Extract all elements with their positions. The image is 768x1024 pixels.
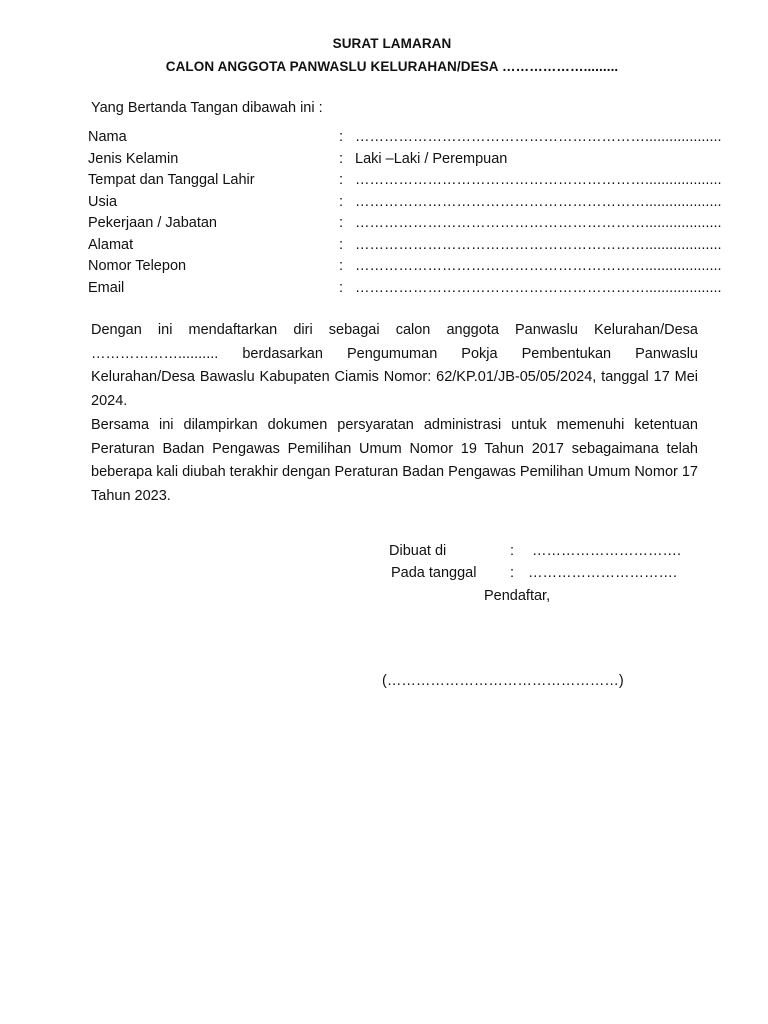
field-row-age [88, 194, 738, 214]
made-in-row [389, 543, 719, 563]
intro-text: Yang Bertanda Tangan dibawah ini : [91, 100, 323, 116]
field-colon: : [339, 172, 344, 188]
field-value: ……………………………………………………................... [355, 194, 722, 210]
field-colon: : [339, 151, 344, 167]
registrant-label: Pendaftar, [484, 588, 551, 604]
date-colon: : [510, 565, 515, 581]
field-label: Pekerjaan / Jabatan [88, 215, 217, 231]
field-row-occupation [88, 215, 738, 235]
field-row-address [88, 237, 738, 257]
field-label: Tempat dan Tanggal Lahir [88, 172, 255, 188]
field-value: ……………………………………………………................... [355, 258, 722, 274]
date-value: …………………………. [528, 565, 678, 581]
field-colon: : [339, 280, 344, 296]
field-value: Laki –Laki / Perempuan [355, 151, 508, 167]
field-value: ……………………………………………………................... [355, 215, 722, 231]
field-label: Alamat [88, 237, 134, 253]
date-label: Pada tanggal [391, 565, 477, 581]
made-in-colon: : [510, 543, 515, 559]
document-subtitle: CALON ANGGOTA PANWASLU KELURAHAN/DESA ………………......... [165, 59, 619, 74]
field-row-phone [88, 258, 738, 278]
registration-paragraph: Dengan ini mendaftarkan diri sebagai calon anggota Panwaslu Kelurahan/Desa ……………….......... berdasarkan Pengumuman Pokja Pembentukan Panwaslu Kelurahan/Desa Bawaslu Kabupaten Ciamis Nomor: 62/KP.01/JB-05/05/2024, tanggal 17 Mei 2024. [91, 322, 698, 409]
field-label: Usia [88, 194, 118, 210]
document-title: SURAT LAMARAN [332, 36, 452, 51]
field-row-email [88, 280, 738, 300]
made-in-value: …………………………. [532, 543, 682, 559]
field-value: ……………………………………………………................... [355, 280, 722, 296]
made-in-label: Dibuat di [389, 543, 447, 559]
field-label: Nama [88, 129, 127, 145]
field-label: Nomor Telepon [88, 258, 187, 274]
field-row-gender [88, 151, 738, 171]
field-value: ……………………………………………………................... [355, 129, 722, 145]
date-row [391, 565, 721, 585]
field-colon: : [339, 215, 344, 231]
field-row-name [88, 129, 738, 149]
field-colon: : [339, 237, 344, 253]
field-label: Jenis Kelamin [88, 151, 179, 167]
signature-name-line: (…………………………………………) [382, 673, 624, 689]
field-value: ……………………………………………………................... [355, 172, 722, 188]
field-row-birth [88, 172, 738, 192]
field-colon: : [339, 129, 344, 145]
field-label: Email [88, 280, 125, 296]
field-colon: : [339, 194, 344, 210]
attachment-paragraph: Bersama ini dilampirkan dokumen persyaratan administrasi untuk memenuhi ketentuan Peraturan Badan Pengawas Pemilihan Umum Nomor 19 Tahun 2017 sebagaimana telah beberapa kali diubah terakhir dengan Peraturan Badan Pengawas Pemilihan Umum Nomor 17 Tahun 2023. [91, 417, 698, 504]
field-colon: : [339, 258, 344, 274]
field-value: ……………………………………………………................... [355, 237, 722, 253]
